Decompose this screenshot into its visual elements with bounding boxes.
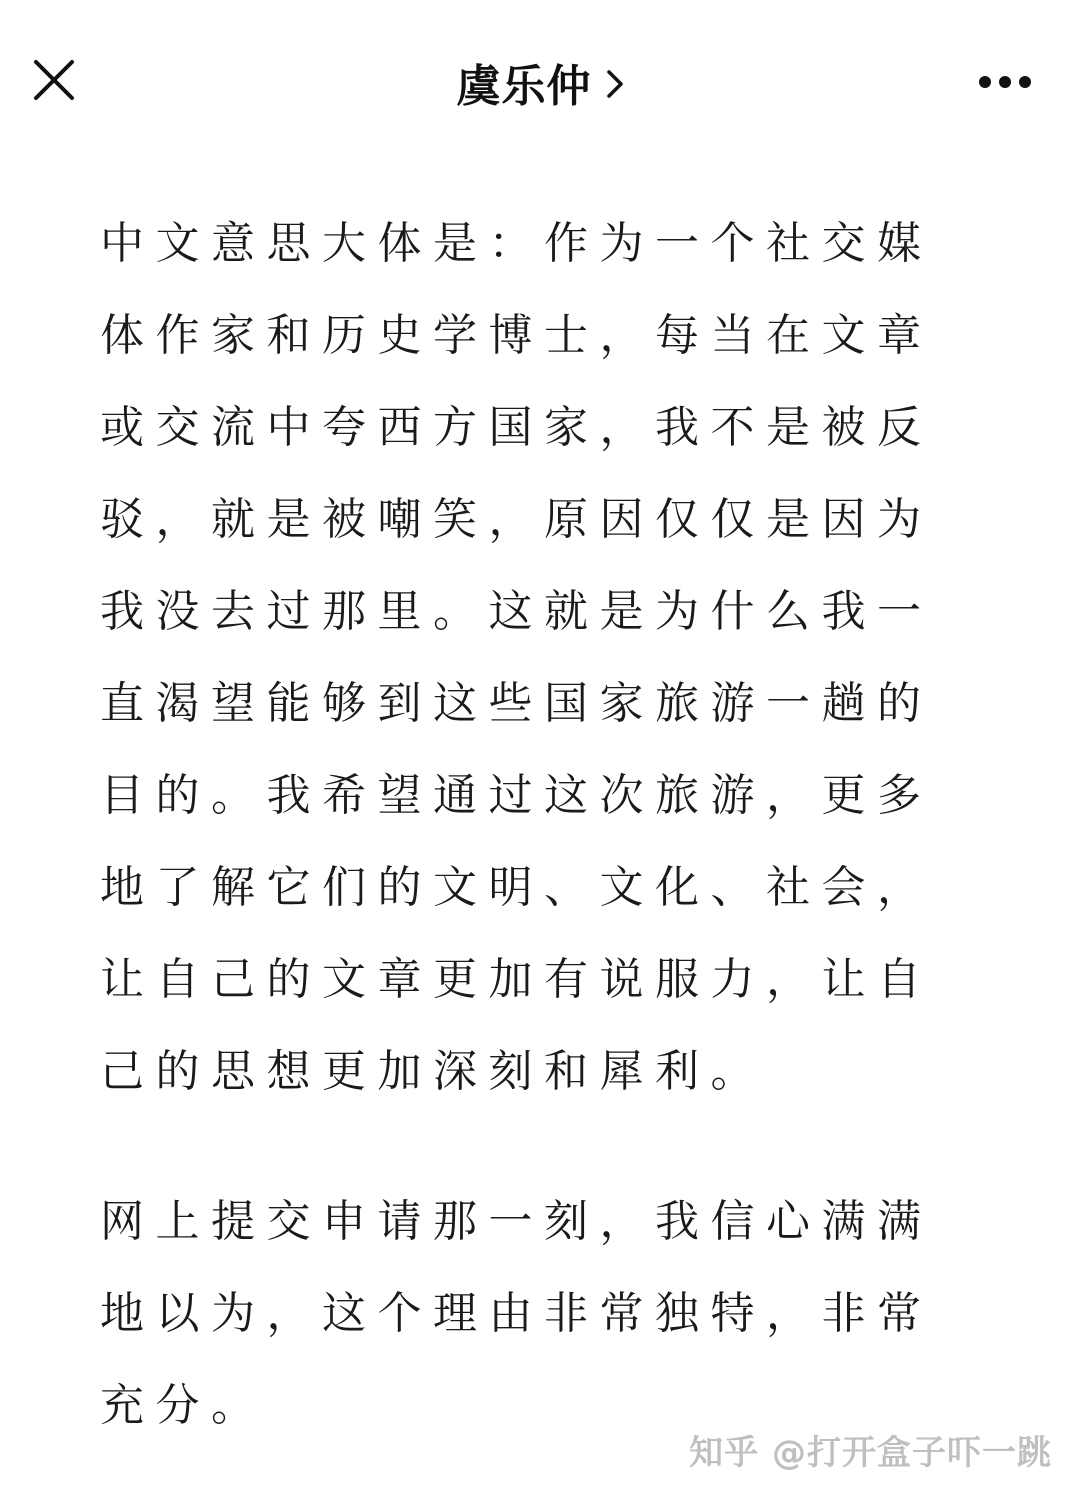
article-body [100, 198, 980, 1452]
article-paragraph: 中文意思大体是：作为一个社交媒体作家和历史学博士，每当在文章或交流中夸西方国家，我不是被反驳，就是被嘲笑，原因仅仅是因为我没去过那里。这就是为什么我一直渴望能够到这些国家旅游一趟的目的。我希望通过这次旅游，更多地了解它们的文明、文化、社会，让自己的文章更加有说服力，让自己的思想更加深刻和犀利。 [100, 218, 933, 1097]
author-title-link[interactable] [0, 52, 1080, 112]
chevron-right-icon [606, 69, 624, 99]
article-paragraph: 网上提交申请那一刻，我信心满满地以为，这个理由非常独特，非常充分。 [100, 1196, 933, 1431]
page-title: 虞乐仲 [456, 61, 592, 112]
more-horizontal-icon [979, 76, 991, 88]
more-horizontal-icon [1019, 76, 1031, 88]
more-horizontal-icon [999, 76, 1011, 88]
top-navigation-bar [0, 0, 1080, 160]
zhihu-watermark: 知乎 @打开盒子吓一跳 [689, 1433, 1052, 1473]
more-options-button[interactable] [970, 52, 1040, 112]
